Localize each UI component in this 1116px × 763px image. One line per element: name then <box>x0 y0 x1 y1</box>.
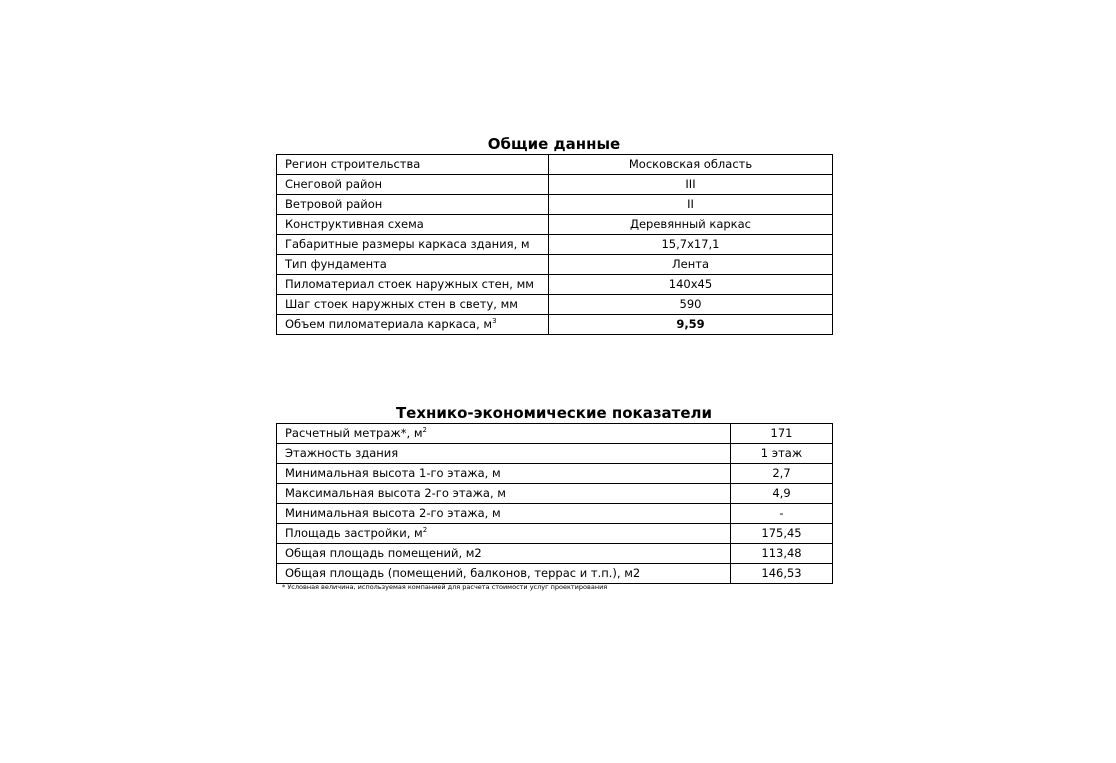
row-label: Площадь застройки, м <box>285 526 423 540</box>
table-row <box>277 424 833 444</box>
row-value: 15,7x17,1 <box>549 235 833 255</box>
row-label: Ветровой район <box>277 195 549 215</box>
row-value: Московская область <box>549 155 833 175</box>
table-row <box>277 524 833 544</box>
table-row <box>277 484 833 504</box>
teo-table <box>276 423 833 584</box>
row-label: Снеговой район <box>277 175 549 195</box>
row-label: Максимальная высота 2-го этажа, м <box>277 484 731 504</box>
row-label: Минимальная высота 1-го этажа, м <box>277 464 731 484</box>
row-value: 9,59 <box>549 315 833 335</box>
table-row <box>277 215 833 235</box>
table-row <box>277 504 833 524</box>
row-label: Общая площадь помещений, м2 <box>277 544 731 564</box>
table-row <box>277 315 833 335</box>
row-label: Пиломатериал стоек наружных стен, мм <box>277 275 549 295</box>
row-label-cell <box>277 424 731 444</box>
table-row <box>277 175 833 195</box>
row-label: Объем пиломатериала каркаса, м <box>285 317 493 331</box>
table-row <box>277 255 833 275</box>
row-value: - <box>731 504 833 524</box>
row-value: 171 <box>731 424 833 444</box>
row-value: III <box>549 175 833 195</box>
general-data-table <box>276 154 833 335</box>
row-label: Тип фундамента <box>277 255 549 275</box>
row-value: 4,9 <box>731 484 833 504</box>
teo-section <box>276 404 832 584</box>
general-data-title: Общие данные <box>487 135 621 153</box>
row-label: Шаг стоек наружных стен в свету, мм <box>277 295 549 315</box>
table-row <box>277 195 833 215</box>
table-row <box>277 544 833 564</box>
row-value: 2,7 <box>731 464 833 484</box>
table-row <box>277 295 833 315</box>
row-label-superscript: 2 <box>422 526 428 534</box>
table-row <box>277 275 833 295</box>
row-label: Габаритные размеры каркаса здания, м <box>277 235 549 255</box>
row-value: Деревянный каркас <box>549 215 833 235</box>
row-label-superscript: 3 <box>492 317 497 325</box>
row-value: 175,45 <box>731 524 833 544</box>
row-value: 140x45 <box>549 275 833 295</box>
row-value: II <box>549 195 833 215</box>
row-label: Конструктивная схема <box>277 215 549 235</box>
row-label: Расчетный метраж*, м <box>285 426 423 440</box>
row-label-cell <box>277 524 731 544</box>
table-row <box>277 155 833 175</box>
row-value: Лента <box>549 255 833 275</box>
general-data-section <box>276 135 832 335</box>
row-label-cell <box>277 315 549 335</box>
row-label: Этажность здания <box>277 444 731 464</box>
footnote: * Условная величина, используемая компанией для расчета стоимости услуг проектирования <box>282 583 608 591</box>
row-label: Регион строительства <box>277 155 549 175</box>
row-label: Минимальная высота 2-го этажа, м <box>277 504 731 524</box>
teo-title: Технико-экономические показатели <box>395 404 713 422</box>
table-row <box>277 235 833 255</box>
table-row <box>277 444 833 464</box>
row-value: 113,48 <box>731 544 833 564</box>
row-value: 146,53 <box>731 564 833 584</box>
row-label-superscript: 2 <box>422 426 427 434</box>
table-row <box>277 564 833 584</box>
table-row <box>277 464 833 484</box>
row-label: Общая площадь (помещений, балконов, террас и т.п.), м2 <box>277 564 731 584</box>
row-value: 1 этаж <box>731 444 833 464</box>
row-value: 590 <box>549 295 833 315</box>
